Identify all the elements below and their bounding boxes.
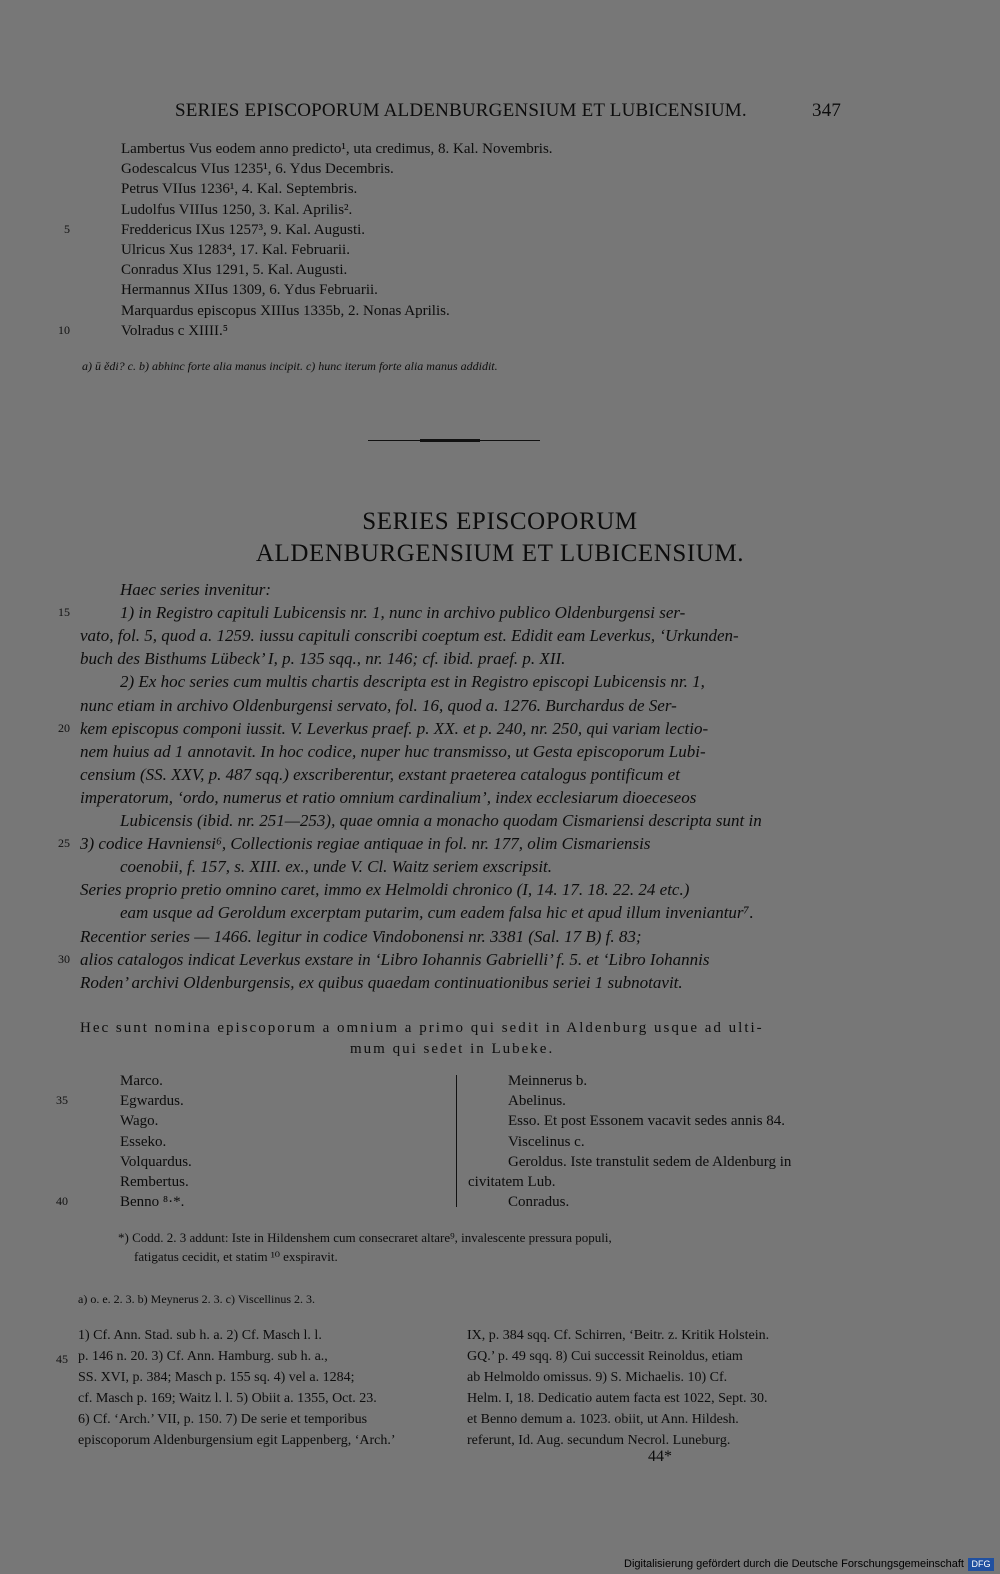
intro-line: Series proprio pretio omnino caret, immo ex Helmoldi chronico (I, 14. 17. 18. 22. 24 etc.) [80,880,690,900]
bishop-name-right: Abelinus. [508,1093,566,1110]
line-number: 15 [58,605,70,620]
bishop-name-right: Geroldus. Iste transtulit sedem de Aldenburg in [508,1153,792,1170]
footnote-left-line: cf. Masch p. 169; Waitz l. l. 5) Obiit a. 1355, Oct. 23. [78,1391,377,1406]
line-number-45: 45 [56,1352,68,1366]
top-list-item: Petrus VIIus 1236¹, 4. Kal. Septembris. [121,181,358,198]
footnote-left-line: SS. XVI, p. 384; Masch p. 155 sq. 4) vel a. 1284; [78,1370,355,1385]
bishop-name-left: Marco. [120,1073,163,1089]
intro-line: 2) Ex hoc series cum multis chartis descripta est in Registro episcopi Lubicensis nr. 1, [120,672,705,692]
line-number: 5 [64,221,70,236]
intro-line: eam usque ad Geroldum excerptam putarim, cum eadem falsa hic et apud illum inveniantur⁷. [120,903,754,923]
intro-line: nem huius ad 1 annotavit. In hoc codice, nuper huc transmisso, ut Gesta episcoporum Lubi- [80,741,706,761]
line-number: 10 [58,322,70,337]
bishop-name-left: Esseko. [120,1133,167,1150]
footnote-left-line: episcoporum Aldenburgensium egit Lappenberg, ‘Arch.’ [78,1433,396,1448]
top-list-item: Godescalcus VIus 1235¹, 6. Ydus Decembris. [121,161,394,178]
footnote-left-line: p. 146 n. 20. 3) Cf. Ann. Hamburg. sub h. a., [78,1349,328,1364]
footnote-right-line: GQ.’ p. 49 sqq. 8) Cui successit Reinoldus, etiam [467,1349,743,1364]
line-number: 20 [58,720,70,735]
bishop-name-right: Viscelinus c. [508,1133,585,1150]
top-list-item: Volradus c XIIII.⁵ [121,322,229,339]
footnote-left-line: 1) Cf. Ann. Stad. sub h. a. 2) Cf. Masch l. l. [78,1328,322,1343]
bishop-name-right: Esso. Et post Essonem vacavit sedes annis 84. [508,1113,786,1130]
section-title-line1: SERIES EPISCOPORUM [362,508,638,535]
intro-line: buch des Bisthums Lübeck’ I, p. 135 sqq., nr. 146; cf. ibid. praef. p. XII. [80,649,566,669]
footnote-right-line: Helm. I, 18. Dedicatio autem facta est 1022, Sept. 30. [467,1391,768,1406]
top-list-item: Lambertus Vus eodem anno predicto¹, uta credimus, 8. Kal. Novembris. [121,141,553,157]
intro-line: kem episcopus componi iussit. V. Leverkus praef. p. XX. et p. 240, nr. 250, qui variam lectio- [80,718,709,738]
bishop-name-left: Benno ⁸·*. [120,1194,185,1211]
running-title: SERIES EPISCOPORUM ALDENBURGENSIUM ET LUBICENSIUM. [175,100,747,121]
letter-notes: a) o. e. 2. 3. b) Meynerus 2. 3. c) Viscellinus 2. 3. [78,1292,316,1306]
bishop-name-left: Wago. [120,1113,159,1130]
bishop-name-right: Meinnerus b. [508,1073,588,1089]
intro-line: Lubicensis (ibid. nr. 251—253), quae omnia a monacho quodam Cismariensi descripta sunt in [120,811,762,830]
list-heading-line1: Hec sunt nomina episcoporum a omnium a primo qui sedit in Aldenburg usque ad ulti- [80,1020,764,1036]
list-heading-line2: mum qui sedet in Lubeke. [350,1041,555,1057]
column-divider [456,1075,457,1207]
intro-line: 3) codice Havniensi⁶, Collectionis regiae antiquae in fol. nr. 177, olim Cismariensis [80,834,651,854]
top-notes: a) ū ědi? c. b) abhinc forte alia manus incipit. c) hunc iterum forte alia manus addidit. [82,359,498,373]
digitization-credit: Digitalisierung gefördert durch die Deutsche Forschungsgemeinschaft [624,1558,964,1570]
intro-line: Recentior series — 1466. legitur in codice Vindobonensi nr. 3381 (Sal. 17 B) f. 83; [80,926,642,946]
top-list-item: Freddericus IXus 1257³, 9. Kal. Augusti. [121,221,366,238]
footnote-right-line: referunt, Id. Aug. secundum Necrol. Luneburg. [467,1433,731,1448]
top-list-item: Conradus XIus 1291, 5. Kal. Augusti. [121,262,348,279]
bishop-name-left: Egwardus. [120,1093,184,1110]
dfg-logo: DFG [968,1558,994,1571]
top-list-item: Ulricus Xus 1283⁴, 17. Kal. Februarii. [121,242,350,258]
intro-line: coenobii, f. 157, s. XIII. ex., unde V. Cl. Waitz seriem exscripsit. [120,857,553,877]
bishop-name-left: Volquardus. [120,1153,192,1170]
footnote-right-line: et Benno demum a. 1023. obiit, ut Ann. Hildesh. [467,1412,739,1427]
star-note-line2: fatigatus cecidit, et statim ¹⁰ exspiravit. [134,1249,338,1264]
intro-line: imperatorum, ‘ordo, numerus et ratio omnium cardinalium’, index ecclesiarum dioeceseos [80,787,697,807]
intro-line: alios catalogos indicat Leverkus exstare in ‘Libro Iohannis Gabrielli’ f. 5. et ‘Libro Iohannis [80,949,710,969]
intro-line: Haec series invenitur: [120,580,272,599]
footnote-right-line: IX, p. 384 sqq. Cf. Schirren, ‘Beitr. z. Kritik Holstein. [467,1328,770,1343]
intro-line: nunc etiam in archivo Oldenburgensi servato, fol. 16, quod a. 1276. Burchardus de Ser- [80,695,677,715]
intro-line: censium (SS. XXV, p. 487 sqq.) exscriberentur, exstant praeterea catalogus pontificum et [80,764,680,784]
line-number: 40 [56,1194,68,1209]
top-list-item: Hermannus XIIus 1309, 6. Ydus Februarii. [121,282,378,299]
top-list-item: Ludolfus VIIIus 1250, 3. Kal. Aprilis². [121,201,353,218]
signature-mark: 44* [648,1448,672,1465]
star-note-line1: *) Codd. 2. 3 addunt: Iste in Hildenshem cum consecraret altare⁹, invalescente pressura populi, [118,1230,612,1245]
line-number: 30 [58,951,70,966]
section-title-line2: ALDENBURGENSIUM ET LUBICENSIUM. [255,540,745,567]
line-number: 35 [56,1093,68,1108]
bishop-name-right: civitatem Lub. [468,1174,556,1190]
line-number: 25 [58,836,70,851]
bishop-name-left: Rembertus. [120,1174,189,1190]
bishop-name-right: Conradus. [508,1194,570,1211]
intro-line: vato, fol. 5, quod a. 1259. iussu capituli conscribi coeptum est. Edidit eam Leverkus, ‘Urkunden- [80,626,739,646]
top-list-item: Marquardus episcopus XIIIus 1335b, 2. Nonas Aprilis. [121,302,450,319]
separator-rule-thick [420,439,480,442]
footnote-right-line: ab Helmoldo omissus. 9) S. Michaelis. 10) Cf. [467,1370,728,1385]
page-number: 347 [812,100,842,121]
footnote-left-line: 6) Cf. ‘Arch.’ VII, p. 150. 7) De serie et temporibus [78,1412,368,1427]
intro-line: Roden’ archivi Oldenburgensis, ex quibus quaedam continuationibus seriei 1 subnotavit. [80,972,683,992]
intro-line: 1) in Registro capituli Lubicensis nr. 1, nunc in archivo publico Oldenburgensi ser- [120,603,686,623]
